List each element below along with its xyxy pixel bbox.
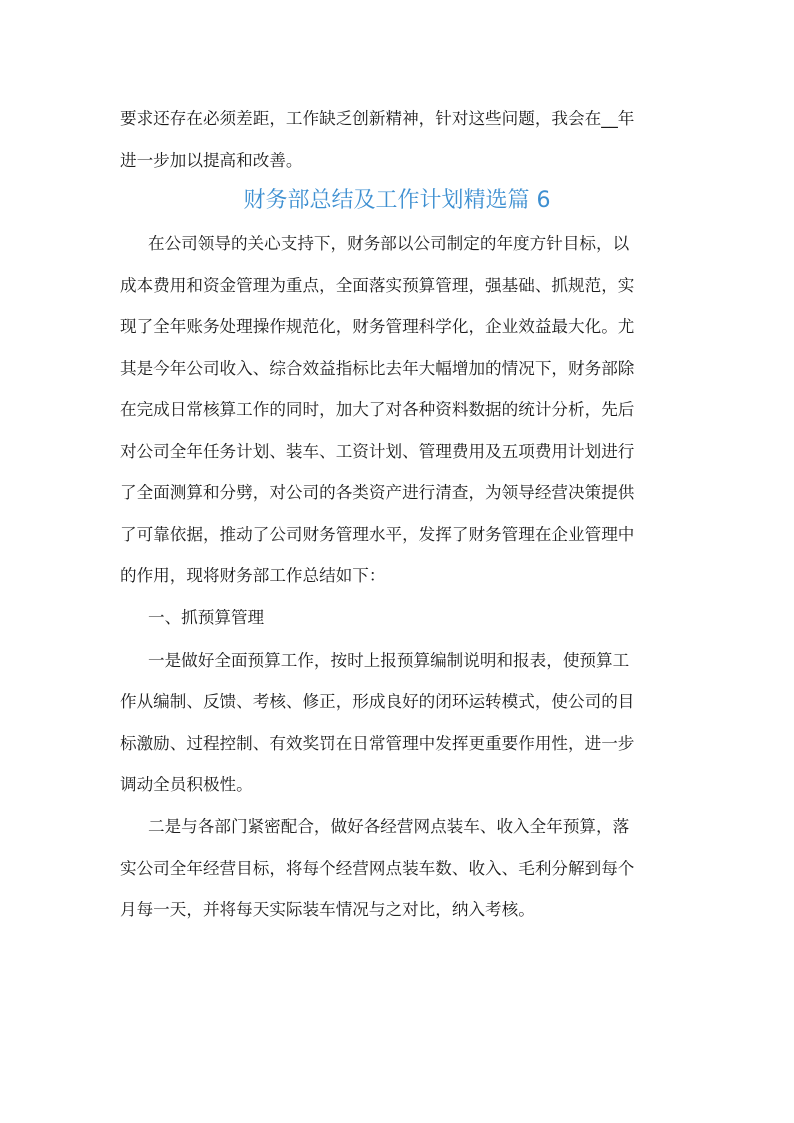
paragraph-line: 现了全年账务处理操作规范化，财务管理科学化，企业效益最大化。尤 bbox=[120, 317, 635, 336]
intro-line: 进一步加以提高和改善。 bbox=[120, 151, 303, 170]
paragraph-line: 在完成日常核算工作的同时，加大了对各种资料数据的统计分析，先后 bbox=[120, 400, 635, 419]
paragraph-line: 二是与各部门紧密配合，做好各经营网点装车、收入全年预算，落 bbox=[148, 817, 630, 836]
paragraph-line: 的作用，现将财务部工作总结如下： bbox=[120, 566, 386, 585]
paragraph-line: 了全面测算和分劈，对公司的各类资产进行清查，为领导经营决策提供 bbox=[120, 483, 635, 502]
paragraph-line: 了可靠依据，推动了公司财务管理水平，发挥了财务管理在企业管理中 bbox=[120, 525, 635, 544]
heading-item: 一、抓预算管理 bbox=[148, 608, 265, 627]
paragraph-line: 月每一天，并将每天实际装车情况与之对比，纳入考核。 bbox=[120, 900, 535, 919]
paragraph-line: 标激励、过程控制、有效奖罚在日常管理中发挥更重要作用性，进一步 bbox=[120, 734, 635, 753]
intro-line: 要求还存在必须差距，工作缺乏创新精神，针对这些问题，我会在__年 bbox=[120, 109, 635, 128]
paragraph-line: 作从编制、反馈、考核、修正，形成良好的闭环运转模式，使公司的目 bbox=[120, 692, 635, 711]
paragraph-line: 实公司全年经营目标，将每个经营网点装车数、收入、毛利分解到每个 bbox=[120, 859, 635, 878]
paragraph-line: 成本费用和资金管理为重点，全面落实预算管理，强基础、抓规范，实 bbox=[120, 276, 635, 295]
paragraph-line: 一是做好全面预算工作，按时上报预算编制说明和报表，使预算工 bbox=[148, 651, 630, 670]
paragraph-line: 调动全员积极性。 bbox=[120, 775, 253, 794]
paragraph-line: 其是今年公司收入、综合效益指标比去年大幅增加的情况下，财务部除 bbox=[120, 359, 635, 378]
section-title: 财务部总结及工作计划精选篇 6 bbox=[243, 188, 551, 213]
paragraph-line: 在公司领导的关心支持下，财务部以公司制定的年度方针目标，以 bbox=[148, 234, 630, 253]
paragraph-line: 对公司全年任务计划、装车、工资计划、管理费用及五项费用计划进行 bbox=[120, 442, 635, 461]
